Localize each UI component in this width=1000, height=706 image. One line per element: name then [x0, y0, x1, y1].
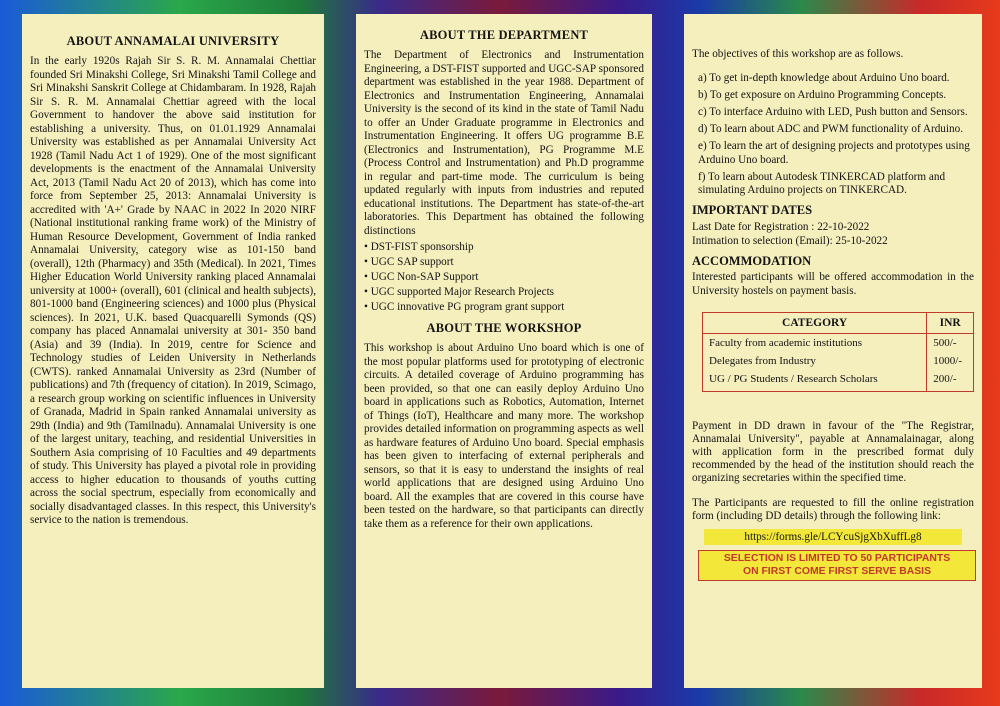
- distinction-item: • UGC Non-SAP Support: [364, 270, 644, 285]
- objective-item: b) To get exposure on Arduino Programming Concepts.: [698, 88, 947, 101]
- distinction-item: • UGC supported Major Research Projects: [364, 285, 644, 300]
- distinction-item: • DST-FIST sponsorship: [364, 240, 644, 255]
- fee-category: Delegates from Industry: [703, 352, 927, 370]
- objective-item: e) To learn the art of designing projects and prototypes using Arduino Uno board.: [698, 140, 970, 166]
- selection-limit-banner: [698, 550, 976, 581]
- objective-item: c) To interface Arduino with LED, Push button and Sensors.: [698, 105, 968, 118]
- objective-item: a) To get in-depth knowledge about Arduino Uno board.: [698, 71, 950, 84]
- about-department-text: The Department of Electronics and Instrumentation Engineering, a DST-FIST supported and UGC-SAP sponsored department was established in the year 1988. Department of Electronics and Instrumentation Engineering, Annamalai University is the second of its kind in the state of Tamil Nadu to offer an Under Graduate programme in Electronics and Instrumentation Engineering. It offers UG programme B.E (Electronics and Instrumentation), PG Programme M.E (Process Control and Instrumentation) and Ph.D programme in regular and part-time mode. The curriculum is being updated regularly with inputs from industries and reputed educational institutions. The Department has state-of-the-art laboratories. This Department has obtained the following distinctions: [364, 49, 644, 237]
- distinctions-list: [364, 240, 644, 315]
- about-university-heading: ABOUT ANNAMALAI UNIVERSITY: [66, 34, 280, 48]
- table-row: [703, 334, 974, 353]
- selection-limit-line2: ON FIRST COME FIRST SERVE BASIS: [742, 565, 931, 577]
- distinction-item: • UGC innovative PG program grant support: [364, 300, 644, 315]
- registration-text: The Participants are requested to fill the online registration form (including DD details) through the following link:: [692, 497, 974, 523]
- objectives-intro: The objectives of this workshop are as follows.: [692, 48, 904, 60]
- intimation-date: Intimation to selection (Email): 25-10-2022: [692, 235, 888, 248]
- about-workshop-heading: ABOUT THE WORKSHOP: [426, 321, 582, 335]
- fee-amount: 200/-: [927, 370, 974, 392]
- fee-category: Faculty from academic institutions: [703, 334, 927, 353]
- fee-category: UG / PG Students / Research Scholars: [703, 370, 927, 392]
- inr-column-header: INR: [927, 313, 974, 334]
- registration-form-link[interactable]: https://forms.gle/LCYcuSjgXbXuffLg8: [704, 529, 962, 545]
- objectives-registration-panel: [684, 14, 982, 688]
- objective-item: d) To learn about ADC and PWM functionality of Arduino.: [698, 123, 963, 136]
- table-row: [703, 370, 974, 392]
- category-column-header: CATEGORY: [703, 313, 927, 334]
- about-workshop-text: This workshop is about Arduino Uno board which is one of the most popular platforms used for prototyping of electronic circuits. A detailed coverage of Arduino programming has been provided, so that one can easily deploy Arduino Uno board in applications such as Robotics, Automation, Internet of Things (IoT), Healthcare and many more. The workshop provides detailed information on programming aspects as well as hardware features of Arduino Uno board. Special emphasis has been given to interfacing of external peripherals and sensors, so that it is easy to understand the insights of real world applications that are designed using Arduino Uno board. All the examples that are covered in this course have been tested on the hardware, so that participants can directly take them as a reference for their own applications.: [364, 342, 644, 530]
- payment-text: Payment in DD drawn in favour of the "The Registrar, Annamalai University", payable at Annamalainagar, along with application form in the prescribed format duly recommended by the head of the institution should reach the organizing secretaries within the specified time.: [692, 420, 974, 485]
- about-university-panel: [22, 14, 324, 688]
- accommodation-heading: ACCOMMODATION: [692, 254, 812, 269]
- last-date-registration: Last Date for Registration : 22-10-2022: [692, 221, 870, 234]
- fee-amount: 1000/-: [927, 352, 974, 370]
- selection-limit-line1: SELECTION IS LIMITED TO 50 PARTICIPANTS: [723, 553, 951, 565]
- important-dates-heading: IMPORTANT DATES: [692, 203, 813, 218]
- distinction-item: • UGC SAP support: [364, 255, 644, 270]
- fee-amount: 500/-: [927, 334, 974, 353]
- registration-fee-table: [702, 312, 974, 392]
- department-workshop-panel: [356, 14, 652, 688]
- objectives-list: [698, 72, 974, 198]
- about-university-text: In the early 1920s Rajah Sir S. R. M. Annamalai Chettiar founded Sri Minakshi College, Sri Minakshi Tamil College and Sri Minakshi Sanskrit College at Chidambaram. In 1928, Rajah Sir S. R. M. Annamalai Chettiar agreed with the local Government to handover the above said institution for establishing a university. Thus, on 01.01.1929 Annamalai University was established as per Annamalai University Act 1928 (Tamil Nadu Act 1 of 1929). One of the most significant developments is the enactment of the Annamalai University Act, 2013 (Tamil Nadu Act 20 of 2013), which has come into force from September 25, 2013: Annamalai University is accredited with 'A+' Grade by NAAC in 2022 In 2020 NIRF (National institutional ranking frame work) of the Ministry of Human Resource Development, Government of India ranked Annamalai University, category wise as 101-150 band (overall), 12th (Pharmacy) and 35th (Medical). In 2021, Times Higher Education World University ranking placed Annamalai university at 1000+ (overall), 601 (clinical and health subjects), 801-1000 band (Engineering sciences) and 1000 plus (Physical sciences). In 2021, U.K. based Quacquarelli Symonds (QS) company has placed Annamalai university at 301- 350 band (Asia) and 39 (India). In 2019, centre for Science and Technology studies of Leiden University in Netherlands (CWTS). ranked Annamalai University as 23rd (Number of publications) and 7th (frequency of citation). In 2019, Scimago, a research group working on scientific influences in University of Granada, Madrid in Spain ranked Annamalai university as 29th (India) and 9th (Tamilnadu). Annamalai University is one of the largest unitary, teaching, and residential Universities in Southern Asia comprising of 10 Faculties and 49 departments of study. This University has played a pivotal role in providing access to higher education to thousands of youths cutting across the social spectrum, especially from economically and socially disadvantaged classes. In this respect, this University's service to the nation is tremendous.: [30, 55, 316, 526]
- objective-item: f) To learn about Autodesk TINKERCAD platform and simulating Arduino projects on TINKERCAD.: [698, 170, 946, 196]
- about-department-heading: ABOUT THE DEPARTMENT: [419, 28, 589, 42]
- accommodation-text: Interested participants will be offered accommodation in the University hostels on payment basis.: [692, 271, 974, 297]
- table-row: [703, 352, 974, 370]
